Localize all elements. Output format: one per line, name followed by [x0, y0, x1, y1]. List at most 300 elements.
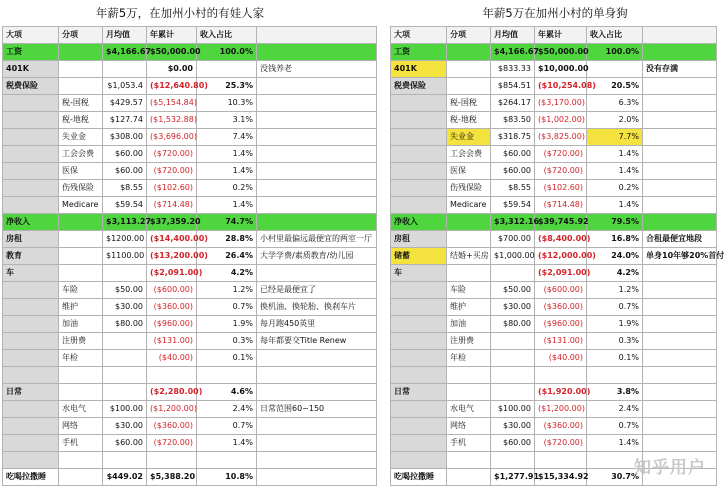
table-cell: 吃喝拉撒睡: [391, 469, 447, 486]
table-cell: 24.0%: [587, 248, 643, 265]
table-cell: $100.00: [491, 401, 535, 418]
table-cell: [447, 44, 491, 61]
table-cell: 2.4%: [587, 401, 643, 418]
table-cell: ($10,254.08): [535, 78, 587, 95]
table-cell: [59, 469, 103, 486]
table-cell: 1.4%: [587, 163, 643, 180]
table-cell: $80.00: [491, 316, 535, 333]
table-cell: ($40.00): [535, 350, 587, 367]
table-cell: [391, 435, 447, 452]
table-cell: [491, 333, 535, 350]
table-row: [391, 95, 717, 112]
table-cell: $15,334.92: [535, 469, 587, 486]
table-cell: 医保: [59, 163, 103, 180]
table-cell: ($360.00): [147, 299, 197, 316]
table-cell: [447, 452, 491, 469]
table-cell: [103, 61, 147, 78]
table-cell: 日常范围60~150: [257, 401, 377, 418]
table-cell: [197, 61, 257, 78]
table-cell: 2.0%: [587, 112, 643, 129]
table-row: [3, 129, 377, 146]
table-cell: 税-国税: [447, 95, 491, 112]
table-cell: 小村里最偏远最便宜的两室一厅: [257, 231, 377, 248]
table-cell: 注册费: [59, 333, 103, 350]
table-cell: 手机: [447, 435, 491, 452]
table-cell: 加油: [447, 316, 491, 333]
table-cell: ($3,170.00): [535, 95, 587, 112]
table-cell: [587, 367, 643, 384]
table-cell: 工会会费: [447, 146, 491, 163]
column-header: [257, 27, 377, 44]
table-cell: 税费保险: [3, 78, 59, 95]
table-cell: ($13,200.00): [147, 248, 197, 265]
right-table-title: 年薪5万在加州小村的单身狗: [482, 6, 628, 20]
table-cell: $449.02: [103, 469, 147, 486]
table-row: [391, 78, 717, 95]
table-row: [3, 435, 377, 452]
table-cell: [643, 299, 717, 316]
table-cell: 25.3%: [197, 78, 257, 95]
table-cell: ($360.00): [147, 418, 197, 435]
table-cell: 日常: [391, 384, 447, 401]
table-cell: 换机油、换轮胎、换刹车片: [257, 299, 377, 316]
table-cell: $39,745.92: [535, 214, 587, 231]
table-cell: ($1,920.00): [535, 384, 587, 401]
table-cell: $308.00: [103, 129, 147, 146]
table-cell: $100.00: [103, 401, 147, 418]
table-cell: $50,000.00: [535, 44, 587, 61]
table-cell: [491, 265, 535, 282]
table-cell: 30.7%: [587, 469, 643, 486]
table-cell: [103, 384, 147, 401]
table-cell: $60.00: [103, 435, 147, 452]
table-cell: ($12,000.00): [535, 248, 587, 265]
table-cell: ($714.48): [147, 197, 197, 214]
table-cell: 日常: [3, 384, 59, 401]
table-cell: ($720.00): [147, 435, 197, 452]
table-cell: [257, 44, 377, 61]
table-cell: [643, 316, 717, 333]
table-cell: [491, 367, 535, 384]
table-cell: [257, 384, 377, 401]
table-cell: 0.7%: [197, 299, 257, 316]
table-cell: [643, 214, 717, 231]
table-cell: ($720.00): [147, 146, 197, 163]
table-cell: 0.2%: [587, 180, 643, 197]
table-row: [3, 61, 377, 78]
table-cell: [257, 112, 377, 129]
table-row: [3, 214, 377, 231]
table-cell: 0.1%: [587, 350, 643, 367]
table-cell: 0.7%: [587, 299, 643, 316]
table-cell: [59, 214, 103, 231]
table-cell: 0.3%: [587, 333, 643, 350]
table-cell: [197, 367, 257, 384]
table-row: [391, 180, 717, 197]
table-cell: [391, 418, 447, 435]
table-cell: [491, 384, 535, 401]
table-cell: 100.0%: [197, 44, 257, 61]
table-cell: [447, 61, 491, 78]
column-header: 收入占比: [587, 27, 643, 44]
table-cell: $80.00: [103, 316, 147, 333]
table-cell: 储蓄: [391, 248, 447, 265]
table-cell: [391, 350, 447, 367]
table-cell: [59, 367, 103, 384]
table-cell: ($5,154.84): [147, 95, 197, 112]
table-cell: ($1,002.00): [535, 112, 587, 129]
table-cell: 4.6%: [197, 384, 257, 401]
table-cell: 3.8%: [587, 384, 643, 401]
table-cell: $700.00: [491, 231, 535, 248]
table-cell: 工资: [3, 44, 59, 61]
table-cell: 税-国税: [59, 95, 103, 112]
table-cell: $83.50: [491, 112, 535, 129]
table-cell: 教育: [3, 248, 59, 265]
table-cell: 79.5%: [587, 214, 643, 231]
table-cell: $5,388.20: [147, 469, 197, 486]
table-cell: $60.00: [491, 146, 535, 163]
table-cell: [59, 61, 103, 78]
table-cell: [391, 367, 447, 384]
table-row: [3, 163, 377, 180]
table-cell: 水电气: [447, 401, 491, 418]
table-cell: [3, 401, 59, 418]
table-cell: 房租: [391, 231, 447, 248]
watermark: 知乎用户: [634, 458, 706, 478]
table-cell: [257, 265, 377, 282]
table-cell: [391, 333, 447, 350]
table-row: [3, 316, 377, 333]
table-cell: ($40.00): [147, 350, 197, 367]
table-cell: [59, 248, 103, 265]
table-cell: 车: [391, 265, 447, 282]
table-cell: [447, 231, 491, 248]
table-cell: [643, 418, 717, 435]
table-cell: ($360.00): [535, 299, 587, 316]
table-cell: [447, 78, 491, 95]
table-cell: $8.55: [103, 180, 147, 197]
table-cell: [3, 282, 59, 299]
table-cell: [3, 367, 59, 384]
table-cell: [103, 367, 147, 384]
table-cell: ($3,696.00): [147, 129, 197, 146]
table-cell: [3, 180, 59, 197]
column-header: 大项: [391, 27, 447, 44]
table-cell: [257, 367, 377, 384]
table-cell: 74.7%: [197, 214, 257, 231]
table-cell: [59, 44, 103, 61]
table-cell: 税-地税: [447, 112, 491, 129]
table-cell: 401K: [3, 61, 59, 78]
table-cell: 1.4%: [197, 197, 257, 214]
table-cell: 7.7%: [587, 129, 643, 146]
table-cell: $318.75: [491, 129, 535, 146]
table-cell: 医保: [447, 163, 491, 180]
table-cell: 1.4%: [587, 435, 643, 452]
table-cell: [257, 146, 377, 163]
table-cell: $59.54: [103, 197, 147, 214]
table-cell: 26.4%: [197, 248, 257, 265]
table-cell: ($714.48): [535, 197, 587, 214]
table-cell: [3, 112, 59, 129]
table-cell: [257, 163, 377, 180]
table-cell: [491, 350, 535, 367]
table-row: [391, 299, 717, 316]
table-cell: 网络: [59, 418, 103, 435]
table-cell: [587, 61, 643, 78]
table-cell: 4.2%: [197, 265, 257, 282]
table-cell: [447, 367, 491, 384]
table-cell: $1,277.91: [491, 469, 535, 486]
table-cell: 7.4%: [197, 129, 257, 146]
table-cell: $50,000.00: [147, 44, 197, 61]
table-cell: 0.3%: [197, 333, 257, 350]
table-cell: [257, 350, 377, 367]
spacer-row: [391, 367, 717, 384]
table-row: [3, 350, 377, 367]
table-cell: ($960.00): [147, 316, 197, 333]
table-cell: [391, 197, 447, 214]
table-cell: [59, 384, 103, 401]
table-cell: ($12,640.80): [147, 78, 197, 95]
table-cell: 3.1%: [197, 112, 257, 129]
table-cell: 伤残保险: [59, 180, 103, 197]
table-cell: 1.4%: [197, 435, 257, 452]
table-cell: [3, 333, 59, 350]
right-budget-table: [390, 26, 724, 486]
table-cell: 1.9%: [587, 316, 643, 333]
table-cell: [447, 469, 491, 486]
table-cell: $10,000.00: [535, 61, 587, 78]
table-cell: [3, 350, 59, 367]
table-cell: ($960.00): [535, 316, 587, 333]
table-cell: 2.4%: [197, 401, 257, 418]
table-cell: [391, 112, 447, 129]
table-cell: [257, 197, 377, 214]
table-cell: 净收入: [391, 214, 447, 231]
header-row: [3, 27, 377, 44]
table-cell: $30.00: [491, 299, 535, 316]
table-row: [391, 316, 717, 333]
table-cell: [147, 452, 197, 469]
table-cell: [643, 333, 717, 350]
table-cell: [643, 401, 717, 418]
table-cell: 税费保险: [391, 78, 447, 95]
table-cell: [197, 452, 257, 469]
table-cell: [59, 78, 103, 95]
table-cell: 工资: [391, 44, 447, 61]
table-cell: 28.8%: [197, 231, 257, 248]
table-cell: [391, 316, 447, 333]
table-cell: [103, 333, 147, 350]
table-cell: [643, 435, 717, 452]
table-cell: ($1,200.00): [535, 401, 587, 418]
table-cell: 没钱养老: [257, 61, 377, 78]
table-cell: [391, 282, 447, 299]
table-cell: [643, 129, 717, 146]
table-cell: ($131.00): [147, 333, 197, 350]
table-row: [3, 384, 377, 401]
table-cell: [447, 384, 491, 401]
table-row: [391, 384, 717, 401]
table-row: [3, 180, 377, 197]
table-cell: ($102.60): [147, 180, 197, 197]
table-cell: 车: [3, 265, 59, 282]
table-cell: [3, 418, 59, 435]
table-cell: ($600.00): [147, 282, 197, 299]
table-row: [3, 231, 377, 248]
table-cell: [391, 146, 447, 163]
table-row: [3, 112, 377, 129]
table-cell: 16.8%: [587, 231, 643, 248]
table-cell: 车险: [447, 282, 491, 299]
table-cell: [257, 180, 377, 197]
table-cell: [59, 452, 103, 469]
table-row: [391, 214, 717, 231]
table-cell: [643, 367, 717, 384]
table-row: [3, 95, 377, 112]
table-cell: [643, 197, 717, 214]
table-row: [391, 248, 717, 265]
table-cell: ($3,825.00): [535, 129, 587, 146]
table-cell: $1,000.00: [491, 248, 535, 265]
table-cell: [643, 44, 717, 61]
table-row: [391, 146, 717, 163]
table-cell: ($8,400.00): [535, 231, 587, 248]
table-cell: [447, 214, 491, 231]
table-cell: 已经是最便宜了: [257, 282, 377, 299]
table-cell: [535, 367, 587, 384]
table-row: [391, 231, 717, 248]
table-cell: $3,312.16: [491, 214, 535, 231]
table-row: [391, 401, 717, 418]
table-cell: [3, 129, 59, 146]
table-cell: ($14,400.00): [147, 231, 197, 248]
column-header: 大项: [3, 27, 59, 44]
column-header: 月均值: [491, 27, 535, 44]
spacer-row: [3, 367, 377, 384]
table-cell: 0.1%: [197, 350, 257, 367]
table-cell: 100.0%: [587, 44, 643, 61]
table-row: [3, 248, 377, 265]
table-cell: 0.7%: [587, 418, 643, 435]
table-cell: 净收入: [3, 214, 59, 231]
table-cell: 1.4%: [197, 163, 257, 180]
table-cell: ($102.60): [535, 180, 587, 197]
table-cell: 年检: [447, 350, 491, 367]
table-cell: 401K: [391, 61, 447, 78]
table-cell: $60.00: [491, 435, 535, 452]
table-cell: [643, 282, 717, 299]
table-row: [391, 418, 717, 435]
table-row: [3, 401, 377, 418]
table-cell: ($2,280.00): [147, 384, 197, 401]
table-cell: [257, 95, 377, 112]
table-cell: 结婚+买房: [447, 248, 491, 265]
table-cell: [103, 350, 147, 367]
table-cell: [643, 350, 717, 367]
table-cell: [3, 95, 59, 112]
table-cell: 维护: [447, 299, 491, 316]
table-cell: 1.4%: [587, 146, 643, 163]
table-cell: ($720.00): [535, 435, 587, 452]
column-header: 年累计: [535, 27, 587, 44]
table-cell: $264.17: [491, 95, 535, 112]
table-cell: $60.00: [103, 163, 147, 180]
table-cell: $1200.00: [103, 231, 147, 248]
table-cell: [643, 163, 717, 180]
table-cell: ($720.00): [147, 163, 197, 180]
table-cell: [643, 265, 717, 282]
table-cell: [147, 367, 197, 384]
table-cell: $60.00: [491, 163, 535, 180]
table-cell: $3,113.27: [103, 214, 147, 231]
table-cell: 20.5%: [587, 78, 643, 95]
table-row: [391, 163, 717, 180]
table-cell: $1,053.4: [103, 78, 147, 95]
table-cell: [257, 214, 377, 231]
table-cell: $429.57: [103, 95, 147, 112]
table-cell: [391, 129, 447, 146]
table-cell: $60.00: [103, 146, 147, 163]
table-cell: Medicare: [447, 197, 491, 214]
table-cell: 10.3%: [197, 95, 257, 112]
table-cell: 手机: [59, 435, 103, 452]
table-row: [391, 435, 717, 452]
table-cell: [3, 316, 59, 333]
table-cell: 合租最便宜地段: [643, 231, 717, 248]
spacer-row: [3, 452, 377, 469]
header-row: [391, 27, 717, 44]
table-cell: 每年都要交Title Renew: [257, 333, 377, 350]
table-cell: 失业金: [447, 129, 491, 146]
table-cell: 工会会费: [59, 146, 103, 163]
table-cell: [643, 112, 717, 129]
table-cell: [257, 435, 377, 452]
column-header: [643, 27, 717, 44]
table-cell: [257, 418, 377, 435]
table-cell: [59, 231, 103, 248]
table-cell: [391, 401, 447, 418]
table-cell: 1.2%: [587, 282, 643, 299]
table-cell: ($360.00): [535, 418, 587, 435]
table-cell: $30.00: [491, 418, 535, 435]
table-cell: ($600.00): [535, 282, 587, 299]
table-row: [391, 112, 717, 129]
table-row: [391, 333, 717, 350]
table-cell: 6.3%: [587, 95, 643, 112]
table-cell: 加油: [59, 316, 103, 333]
table-row: [3, 469, 377, 486]
table-cell: [59, 265, 103, 282]
table-cell: [103, 452, 147, 469]
left-budget-table: [2, 26, 377, 486]
table-cell: [3, 163, 59, 180]
table-cell: 吃喝拉撒睡: [3, 469, 59, 486]
table-cell: $30.00: [103, 299, 147, 316]
column-header: 月均值: [103, 27, 147, 44]
table-cell: [3, 146, 59, 163]
table-cell: 1.9%: [197, 316, 257, 333]
table-cell: 每月跑450英里: [257, 316, 377, 333]
table-row: [3, 197, 377, 214]
table-cell: 伤残保险: [447, 180, 491, 197]
table-cell: 单身10年够20%首付: [643, 248, 717, 265]
table-cell: ($1,200.00): [147, 401, 197, 418]
table-cell: [535, 452, 587, 469]
table-cell: [103, 265, 147, 282]
